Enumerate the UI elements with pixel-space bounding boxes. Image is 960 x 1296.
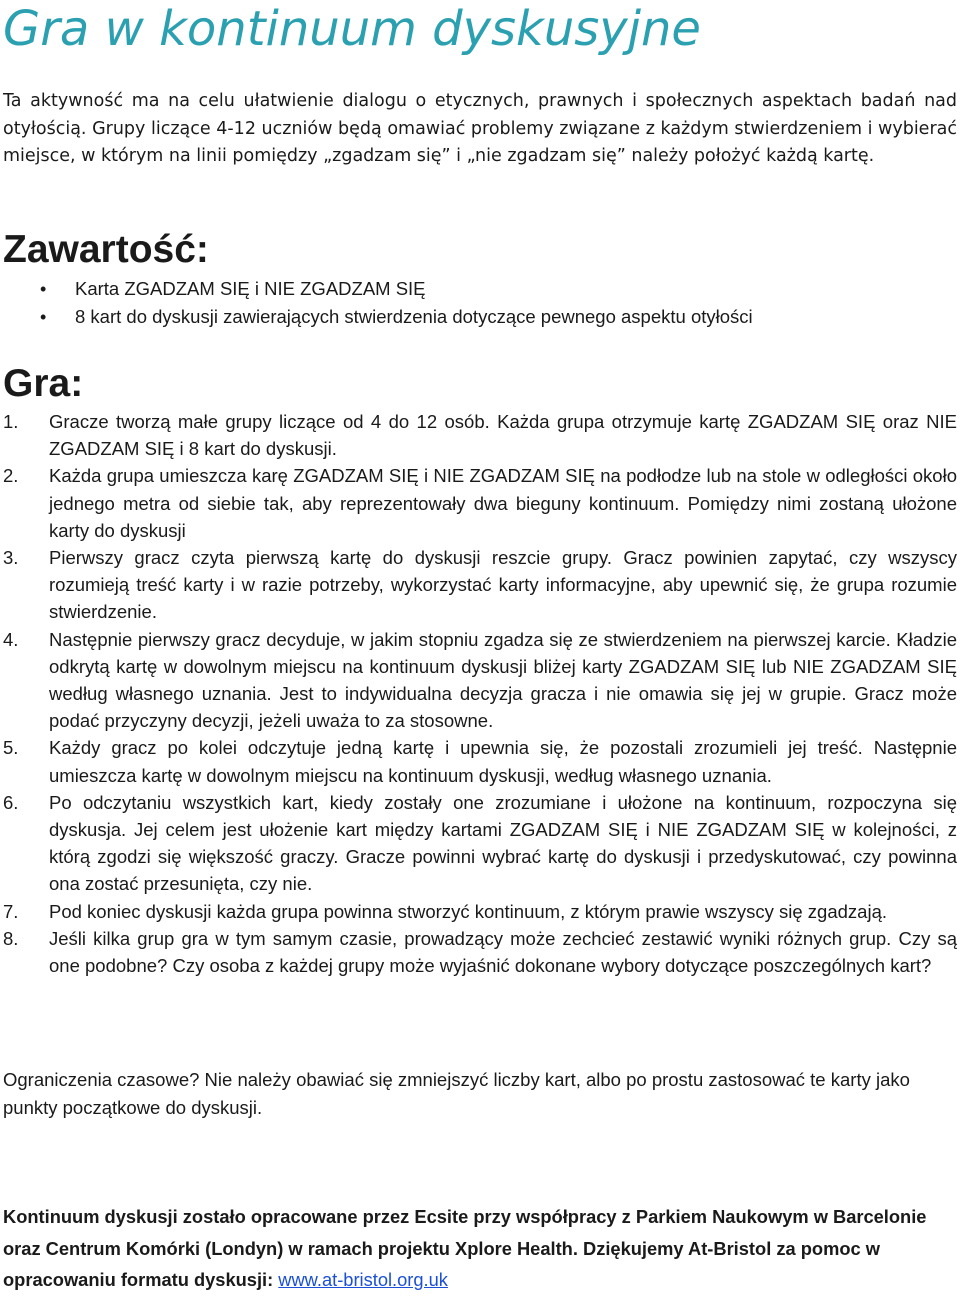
step-number: 1.: [3, 411, 19, 432]
page-title: Gra w kontinuum dyskusyjne: [3, 1, 701, 57]
game-steps: [0, 408, 957, 979]
step-number: 7.: [3, 900, 19, 922]
bullet-icon: •: [40, 279, 47, 299]
list-item-text: Karta ZGADZAM SIĘ i NIE ZGADZAM SIĘ: [75, 278, 426, 299]
step-item: [0, 925, 957, 979]
step-item: [0, 408, 957, 462]
step-item: [0, 898, 957, 925]
step-item: [0, 462, 957, 544]
step-text: Po odczytaniu wszystkich kart, kiedy zostały one zrozumiane i ułożone na kontinuum, rozpoczyna się dyskusja. Jej celem jest ułożenie kart między kartami ZGADZAM SIĘ i NIE ZGADZAM SIĘ w kolejności, z którą zgodzi się większość graczy. Gracze powinni wybrać kartę do dyskusji i przedyskutować, czy powinna ona zostać przesunięta, czy nie.: [49, 791, 957, 895]
step-text: Każdy gracz po kolei odczytuje jedną kartę i upewnia się, że pozostali zrozumieli jej treść. Następnie umieszcza kartę w dowolnym miejscu na kontinuum dyskusji, według własnego uznania.: [49, 737, 957, 786]
step-number: 2.: [3, 465, 19, 487]
step-number: 8.: [3, 927, 19, 949]
game-heading: Gra:: [3, 362, 84, 405]
bullet-icon: •: [40, 307, 47, 327]
step-item: [0, 734, 957, 788]
time-note: Ograniczenia czasowe? Nie należy obawiać się zmniejszyć liczby kart, albo po prostu zastosować te karty jako punkty początkowe do dyskusji.: [3, 1069, 910, 1118]
step-number: 3.: [3, 547, 19, 569]
step-number: 5.: [3, 737, 19, 759]
step-number: 4.: [3, 628, 19, 650]
intro-paragraph: Ta aktywność ma na celu ułatwienie dialogu o etycznych, prawnych i społecznych aspektach badań nad otyłością. Grupy liczące 4-12 uczniów będą omawiać problemy związane z każdym stwierdzeniem i wybierać miejsce, w którym na linii pomiędzy „zgadzam się” i „nie zgadzam się” należy położyć każdą kartę.: [3, 91, 957, 166]
step-text: Pierwszy gracz czyta pierwszą kartę do dyskusji reszcie grupy. Gracz powinien zapytać, czy wszyscy rozumieją treść karty i w razie potrzeby, wykorzystać karty informacyjne, aby upewnić się, że grupa rozumie stwierdzenie.: [49, 547, 957, 623]
step-item: [0, 789, 957, 898]
contents-list: [0, 275, 960, 331]
contents-heading: Zawartość:: [3, 228, 209, 271]
step-item: [0, 544, 957, 626]
step-text: Każda grupa umieszcza karę ZGADZAM SIĘ i NIE ZGADZAM SIĘ na podłodze lub na stole w odległości około jednego metra od siebie tak, aby reprezentowały dwa bieguny kontinuum. Pomiędzy nimi zostaną ułożone karty do dyskusji: [49, 465, 957, 541]
step-text: Gracze tworzą małe grupy liczące od 4 do 12 osób. Każda grupa otrzymuje kartę ZGADZAM SIĘ oraz NIE ZGADZAM SIĘ i 8 kart do dyskusji.: [49, 411, 957, 460]
step-item: [0, 626, 957, 735]
credits-paragraph: [3, 1201, 960, 1296]
step-number: 6.: [3, 791, 19, 813]
credits-text: Kontinuum dyskusji zostało opracowane przez Ecsite przy współpracy z Parkiem Naukowym w Barcelonie oraz Centrum Komórki (Londyn) w ramach projektu Xplore Health. Dziękujemy At-Bristol za pomoc w opracowaniu formatu dyskusji:: [3, 1206, 927, 1290]
list-item: [0, 303, 960, 331]
list-item: [0, 275, 960, 303]
step-text: Jeśli kilka grup gra w tym samym czasie, prowadzący może zechcieć zestawić wyniki różnych grup. Czy są one podobne? Czy osoba z każdej grupy może wyjaśnić dokonane wybory dotyczące poszczególnych kart?: [49, 927, 957, 977]
credits-link[interactable]: www.at-bristol.org.uk: [278, 1269, 448, 1290]
step-text: Następnie pierwszy gracz decyduje, w jakim stopniu zgadza się ze stwierdzeniem na pierwszej karcie. Kładzie odkrytą kartę w dowolnym miejscu na kontinuum dyskusji bliżej karty ZGADZAM SIĘ lub NIE ZGADZAM SIĘ według własnego uznania. Jest to indywidualna decyzja gracza i nie omawia się jej w grupie. Gracz może podać przyczyny decyzji, jeżeli uważa to za stosowne.: [49, 628, 957, 732]
list-item-text: 8 kart do dyskusji zawierających stwierdzenia dotyczące pewnego aspektu otyłości: [75, 306, 753, 327]
step-text: Pod koniec dyskusji każda grupa powinna stworzyć kontinuum, z którym prawie wszyscy się zgadzają.: [49, 900, 888, 922]
